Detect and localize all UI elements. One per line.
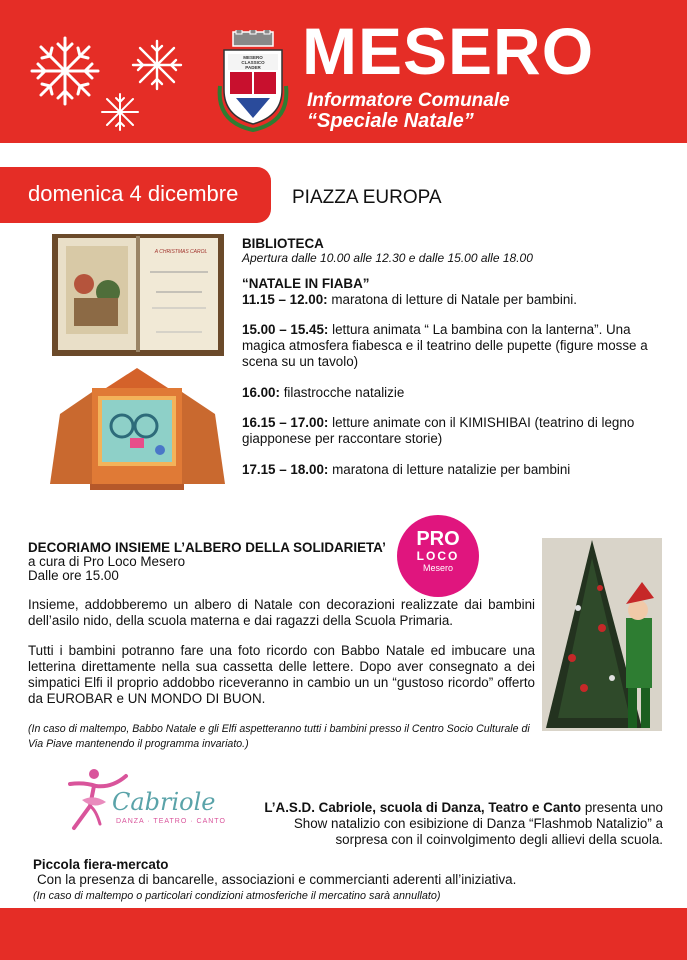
- proloco-logo-line3: Mesero: [422, 563, 453, 573]
- cabriole-logo-subtitle: DANZA · TEATRO · CANTO: [116, 818, 226, 825]
- proloco-logo: [397, 515, 479, 597]
- program-text: lettura animata “ La bambina con la lanterna”. Una magica atmosfera fiabesca e il teatrino delle pupette (figure mosse a scena su un tavolo): [242, 322, 648, 369]
- cabriole-description: presenta uno Show natalizio con esibizione di Danza “Flashmob Natalizio” a sorpresa con il coinvolgimento degli allievi della scuola.: [293, 800, 663, 847]
- biblioteca-title: BIBLIOTECA: [242, 236, 324, 251]
- program-text: maratona di letture di Natale per bambini.: [327, 292, 577, 307]
- program-item: [242, 322, 667, 370]
- albero-paragraph: Tutti i bambini potranno fare una foto ricordo con Babbo Natale ed imbucare una letterina direttamente nella sua cassetta delle lettere. Dopo aver consegnato a dei simpatici Elfi il proprio addobbo riceveranno in cambio un un “gustoso ricordo” offerto da EUROBAR e UN MONDO DI BUON.: [28, 643, 535, 706]
- biblioteca-hours: Apertura dalle 10.00 alle 12.30 e dalle 15.00 alle 18.00: [242, 251, 533, 265]
- snowflake-icon: [100, 92, 140, 132]
- program-item: [242, 292, 662, 308]
- program-text: filastrocche natalizie: [279, 385, 405, 400]
- albero-paragraph: Insieme, addobberemo un albero di Natale con decorazioni realizzate dai bambini dell’asilo nido, della scuola materna e dai ragazzi della Scuola Primaria.: [28, 597, 535, 628]
- proloco-logo-line1: PRO: [416, 528, 460, 550]
- footer-banner: [0, 908, 687, 960]
- municipal-crest-icon: [216, 30, 290, 134]
- fiera-text: Con la presenza di bancarelle, associazioni e commercianti aderenti all’iniziativa.: [37, 872, 517, 887]
- albero-title: DECORIAMO INSIEME L’ALBERO DELLA SOLIDARIETA’: [28, 540, 386, 555]
- program-time: 11.15 – 12.00:: [242, 292, 328, 307]
- program-title: “NATALE IN FIABA”: [242, 276, 370, 291]
- event-date: domenica 4 dicembre: [28, 181, 239, 206]
- cabriole-text: [240, 800, 663, 848]
- program-text: maratona di letture natalizie per bambini: [328, 462, 571, 477]
- fiera-title: Piccola fiera-mercato: [33, 857, 169, 872]
- program-text: letture animate con il KIMISHIBAI (teatrino di legno giapponese per raccontare storie): [242, 415, 635, 446]
- book-cover-title: A CHRISTMAS CAROL: [154, 249, 208, 255]
- event-place: PIAZZA EUROPA: [292, 187, 442, 208]
- kamishibai-theater-image: [50, 366, 225, 494]
- albero-time: Dalle ore 15.00: [28, 568, 119, 583]
- page-subtitle: Informatore Comunale: [307, 90, 510, 111]
- fiera-note: (In caso di maltempo o particolari condizioni atmosferiche il mercatino sarà annullato): [33, 890, 441, 902]
- program-item: [242, 385, 662, 401]
- program-time: 17.15 – 18.00:: [242, 462, 329, 477]
- program-time: 16.15 – 17.00:: [242, 415, 329, 430]
- page-subtitle-special: “Speciale Natale”: [307, 110, 474, 132]
- page-title: MESERO: [302, 14, 595, 88]
- program-time: 16.00:: [242, 385, 280, 400]
- proloco-logo-line2: LOCO: [416, 549, 460, 563]
- cabriole-lead: L’A.S.D. Cabriole, scuola di Danza, Teatro e Canto: [264, 800, 582, 815]
- albero-organizer: a cura di Pro Loco Mesero: [28, 554, 186, 569]
- program-time: 15.00 – 15.45:: [242, 322, 329, 337]
- cabriole-logo-text: Cabriole: [112, 788, 216, 816]
- snowflake-icon: [130, 38, 184, 92]
- crest-text: MESERO CLASSICO PADER: [241, 55, 265, 70]
- christmas-tree-photo: [542, 538, 662, 731]
- snowflake-icon: [28, 34, 102, 108]
- program-item: [242, 415, 667, 447]
- program-item: [242, 462, 662, 478]
- albero-note: (In caso di maltempo, Babbo Natale e gli Elfi aspetteranno tutti i bambini presso il Centro Socio Culturale di Via Piave mantenendo il programma invariato.): [28, 723, 530, 750]
